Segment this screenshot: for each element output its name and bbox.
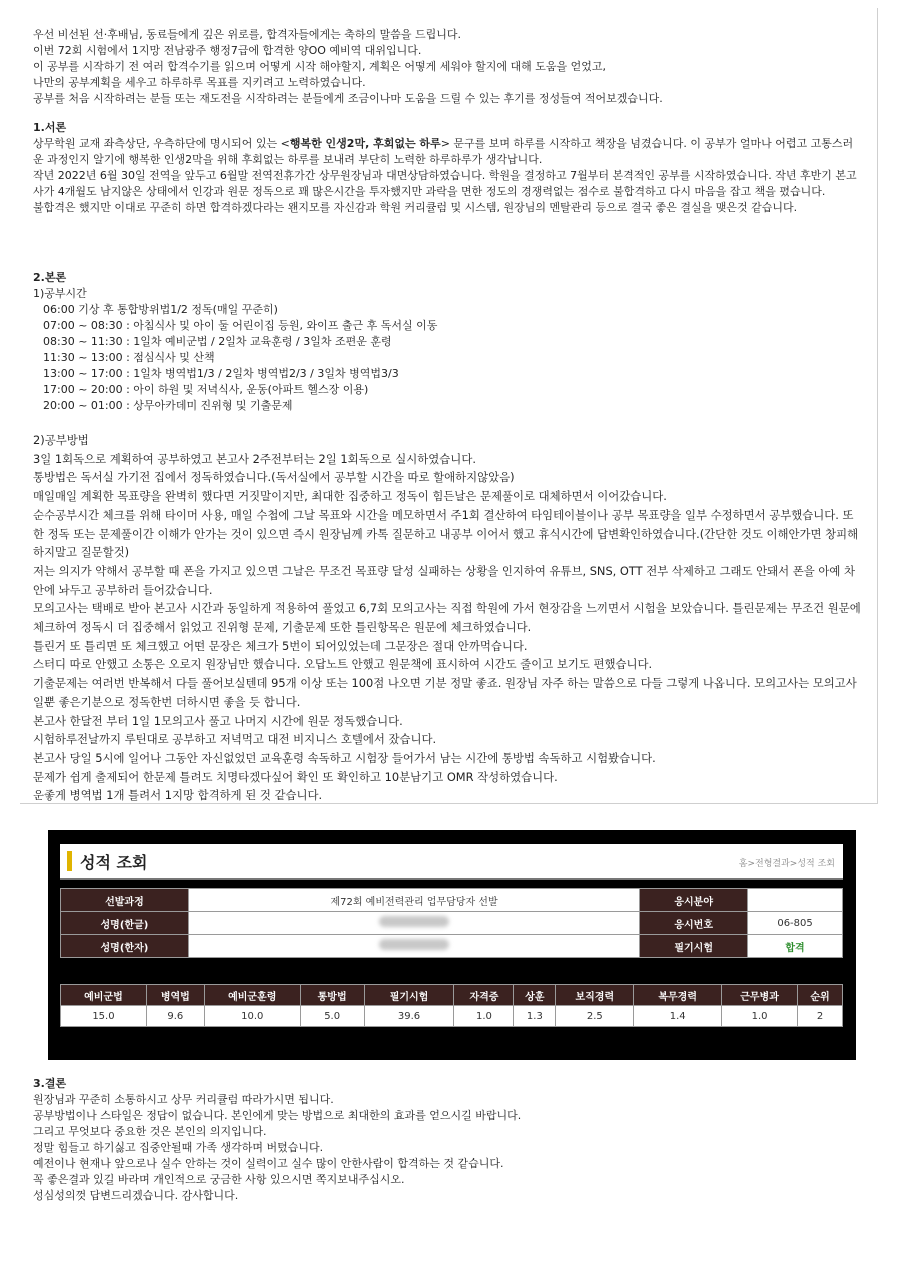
score-value: 9.6 xyxy=(146,1006,204,1027)
intro-section xyxy=(33,27,863,107)
section-introduction xyxy=(33,120,863,216)
study-schedule xyxy=(33,302,863,414)
grade-result-panel xyxy=(48,830,856,1060)
method-paragraph: 운좋게 병역법 1개 틀려서 1지망 합격하게 된 것 같습니다. xyxy=(33,788,323,803)
score-header: 예비군법 xyxy=(61,985,147,1006)
score-header: 자격증 xyxy=(454,985,514,1006)
method-paragraph: 틀린거 또 틀리면 또 체크했고 어떤 문장은 체크가 5번이 되어있었는데 그문장은 절대 안까먹습니다. xyxy=(33,638,528,653)
score-value: 1.4 xyxy=(634,1006,722,1027)
method-paragraph: 문제가 쉽게 출제되어 한문제 틀려도 치명타겠다싶어 확인 또 확인하고 10분남기고 OMR 작성하였습니다. xyxy=(33,769,558,784)
intro-line: 이번 72회 시험에서 1지망 전남광주 행정7급에 합격한 양OO 예비역 대위입니다. xyxy=(33,44,422,57)
label-name-korean: 성명(한글) xyxy=(61,912,189,935)
score-header: 필기시험 xyxy=(364,985,454,1006)
conclusion-line: 예전이나 현재나 앞으로나 실수 안하는 것이 실력이고 실수 많이 안한사람이 합격하는 것 같습니다. xyxy=(33,1157,504,1170)
section-conclusion xyxy=(33,1076,863,1204)
score-header: 통방법 xyxy=(300,985,364,1006)
value-written-exam-result: 합격 xyxy=(748,935,843,958)
method-paragraph: 시험하루전날까지 루틴대로 공부하고 저녁먹고 대전 비지니스 호텔에서 잤습니다. xyxy=(33,732,437,747)
panel-header xyxy=(60,844,843,880)
score-header: 순위 xyxy=(798,985,843,1006)
score-header: 예비군훈령 xyxy=(204,985,300,1006)
score-value: 39.6 xyxy=(364,1006,454,1027)
method-paragraph: 본고사 한달전 부터 1일 1모의고사 풀고 나머지 시간에 원문 정독했습니다. xyxy=(33,713,403,728)
value-exam-number: 06-805 xyxy=(748,912,843,935)
value-name-korean xyxy=(188,912,639,935)
method-paragraph: 스터디 따로 안했고 소통은 오로지 원장님만 했습니다. 오답노트 안했고 원문책에 표시하여 시간도 줄이고 보기도 편했습니다. xyxy=(33,657,653,672)
score-value: 1.3 xyxy=(514,1006,556,1027)
conclusion-line: 공부방법이나 스타일은 정답이 없습니다. 본인에게 맞는 방법으로 최대한의 효과를 얻으시길 바랍니다. xyxy=(33,1109,522,1122)
method-paragraph: 저는 의지가 약해서 공부할 때 폰을 가지고 있으면 그날은 무조건 목표량 달성 실패하는 상황을 인지하여 유튜브, SNS, OTT 전부 삭제하고 그래도 안돼서 폰을 아예 차안에 놔두고 공부하러 들어갔습니다. xyxy=(33,563,856,597)
score-value: 2 xyxy=(798,1006,843,1027)
section-heading: 2.본론 xyxy=(33,271,67,284)
conclusion-line: 정말 힘들고 하기싫고 집중안될때 가족 생각하며 버텼습니다. xyxy=(33,1141,324,1154)
score-value: 1.0 xyxy=(722,1006,798,1027)
method-paragraph: 통방법은 독서실 가기전 집에서 정독하였습니다.(독서실에서 공부할 시간을 따로 할애하지않았음) xyxy=(33,470,515,485)
paragraph: 불합격은 했지만 이대로 꾸준히 하면 합격하겠다라는 왠지모를 자신감과 학원 커리큘럼 및 시스템, 원장님의 멘탈관리 등으로 결국 좋은 결실을 맺은것 같습니다. xyxy=(33,201,798,214)
score-header: 병역법 xyxy=(146,985,204,1006)
value-name-hanja xyxy=(188,935,639,958)
subheading: 1)공부시간 xyxy=(33,287,87,300)
intro-line: 나만의 공부계획을 세우고 하루하루 목표를 지키려고 노력하였습니다. xyxy=(33,76,366,89)
subheading: 2)공부방법 xyxy=(33,433,89,447)
schedule-item: 07:00 ~ 08:30 : 아침식사 및 아이 둘 어린이집 등원, 와이프 출근 후 독서실 이동 xyxy=(43,319,438,332)
schedule-item: 13:00 ~ 17:00 : 1일차 병역법1/3 / 2일차 병역법2/3 / 3일차 병역법3/3 xyxy=(43,367,399,380)
paragraph: 작년 2022년 6월 30일 전역을 앞두고 6월말 전역전휴가간 상무원장님과 대면상담하였습니다. 학원을 결정하고 7월부터 본격적인 공부를 시작하였습니다. 작년 후반기 본고사가 4개월도 남지않은 상태에서 인강과 원문 정독으로 꽤 많은시간을 투자했지만 과락을 면한 정도의 경쟁력없는 점수로 불합격하고 다시 마음을 잡고 책을 폈습니다. xyxy=(33,169,857,198)
method-paragraph: 기출문제는 여러번 반복해서 다들 풀어보실텐데 95개 이상 또는 100점 나오면 기분 정말 좋죠. 원장님 자주 하는 말씀으로 다들 그렇게 나옵니다. 모의고사는 모의고사일뿐 좋은기분으로 정독한번 더하시면 좋을 듯 합니다. xyxy=(33,676,857,709)
method-paragraph: 3일 1회독으로 계획하여 공부하였고 본고사 2주전부터는 2일 1회독으로 실시하였습니다. xyxy=(33,451,476,466)
conclusion-line: 성심성의껏 답변드리겠습니다. 감사합니다. xyxy=(33,1189,239,1202)
motto-text: 행복한 인생2막, 후회없는 하루 xyxy=(289,137,441,150)
method-paragraph: 순수공부시간 체크를 위해 타이머 사용, 매일 수첩에 그날 목표와 시간을 메모하면서 주1회 결산하여 타임테이블이나 공부 목표량을 일부 수정하면서 공부했습니다. 또한 정독 또는 문제풀이간 이해가 안가는 것이 있으면 즉시 원장님께 카톡 질문하고 내공부 이어서 했고 휴식시간에 답변확인하였습니다.(간단한 것도 이해안가면 창피해하지말고 질문할것) xyxy=(33,507,859,560)
score-value: 1.0 xyxy=(454,1006,514,1027)
method-paragraph: 본고사 당일 5시에 일어나 그동안 자신없었던 교육훈령 속독하고 시험장 들어가서 남는 시간에 통방법 속독하고 시험봤습니다. xyxy=(33,750,656,765)
schedule-item: 17:00 ~ 20:00 : 아이 하원 및 저녁식사, 운동(아파트 헬스장 이용) xyxy=(43,383,369,396)
schedule-item: 06:00 기상 후 통합방위법1/2 정독(매일 꾸준히) xyxy=(43,303,278,316)
conclusion-line: 원장님과 꾸준히 소통하시고 상무 커리큘럼 따라가시면 됩니다. xyxy=(33,1093,334,1106)
title-bar-icon xyxy=(67,851,72,871)
redacted-mark xyxy=(379,916,449,927)
score-value-row xyxy=(61,1006,843,1027)
score-value: 15.0 xyxy=(61,1006,147,1027)
panel-title: 성적 조회 xyxy=(80,853,148,872)
intro-line: 우선 비선된 선·후배님, 동료들에게 깊은 위로를, 합격자들에게는 축하의 말씀을 드립니다. xyxy=(33,28,461,41)
intro-line: 공부를 처음 시작하려는 분들 또는 재도전을 시작하려는 분들에게 조금이나마 도움을 드릴 수 있는 후기를 정성들여 적어보겠습니다. xyxy=(33,92,663,105)
value-field xyxy=(748,889,843,912)
label-name-hanja: 성명(한자) xyxy=(61,935,189,958)
score-value: 5.0 xyxy=(300,1006,364,1027)
label-field: 응시분야 xyxy=(640,889,748,912)
redacted-mark xyxy=(379,939,449,950)
conclusion-line: 꼭 좋은결과 있길 바라며 개인적으로 궁금한 사항 있으시면 쪽지보내주십시오. xyxy=(33,1173,405,1186)
schedule-item: 20:00 ~ 01:00 : 상무아카데미 진위형 및 기출문제 xyxy=(43,399,293,412)
section-heading: 1.서론 xyxy=(33,121,67,134)
schedule-item: 11:30 ~ 13:00 : 점심식사 및 산책 xyxy=(43,351,215,364)
study-method xyxy=(33,431,863,805)
score-header: 상훈 xyxy=(514,985,556,1006)
method-paragraph: 매일매일 계획한 목표량을 완벽히 했다면 거짓말이지만, 최대한 집중하고 정독이 힘든날은 문제풀이로 대체하면서 이어갔습니다. xyxy=(33,489,667,504)
schedule-item: 08:30 ~ 11:30 : 1일차 예비군법 / 2일차 교육훈령 / 3일차 조편운 훈령 xyxy=(43,335,392,348)
label-exam-number: 응시번호 xyxy=(640,912,748,935)
section-heading: 3.결론 xyxy=(33,1077,67,1090)
label-course: 선발과정 xyxy=(61,889,189,912)
section-body xyxy=(33,270,863,414)
score-header: 근무병과 xyxy=(722,985,798,1006)
breadcrumb: 홈>전형결과>성적 조회 xyxy=(738,859,835,869)
paragraph: 상무학원 교재 좌측상단, 우측하단에 명시되어 있는 <행복한 인생2막, 후회없는 하루> 문구를 보며 하루를 시작하고 책장을 넘겼습니다. 이 공부가 얼마나 어렵고 고통스러운 과정인지 알기에 행복한 인생2막을 위해 후회없는 하루를 보내려 부단히 노력한 하루하루가 생각납니다. xyxy=(33,137,854,166)
score-value: 10.0 xyxy=(204,1006,300,1027)
label-written-exam: 필기시험 xyxy=(640,935,748,958)
score-table xyxy=(60,984,843,1027)
score-header-row xyxy=(61,985,843,1006)
method-paragraph: 모의고사는 택배로 받아 본고사 시간과 동일하게 적용하여 풀었고 6,7회 모의고사는 직접 학원에 가서 현장감을 느끼면서 시험을 보았습니다. 틀린문제는 무조건 원문에 체크하여 정독시 더 집중해서 읽었고 진위형 문제, 기출문제 또한 틀린항목은 원문에 체크하였습니다. xyxy=(33,601,861,635)
score-header: 복무경력 xyxy=(634,985,722,1006)
score-header: 보직경력 xyxy=(556,985,634,1006)
value-course: 제72회 예비전력관리 업무담당자 선발 xyxy=(188,889,639,912)
score-value: 2.5 xyxy=(556,1006,634,1027)
applicant-info-table xyxy=(60,888,843,958)
intro-line: 이 공부를 시작하기 전 여러 합격수기를 읽으며 어떻게 시작 해야할지, 계획은 어떻게 세워야 할지에 대해 도움을 얻었고, xyxy=(33,60,606,73)
conclusion-line: 그리고 무엇보다 중요한 것은 본인의 의지입니다. xyxy=(33,1125,267,1138)
